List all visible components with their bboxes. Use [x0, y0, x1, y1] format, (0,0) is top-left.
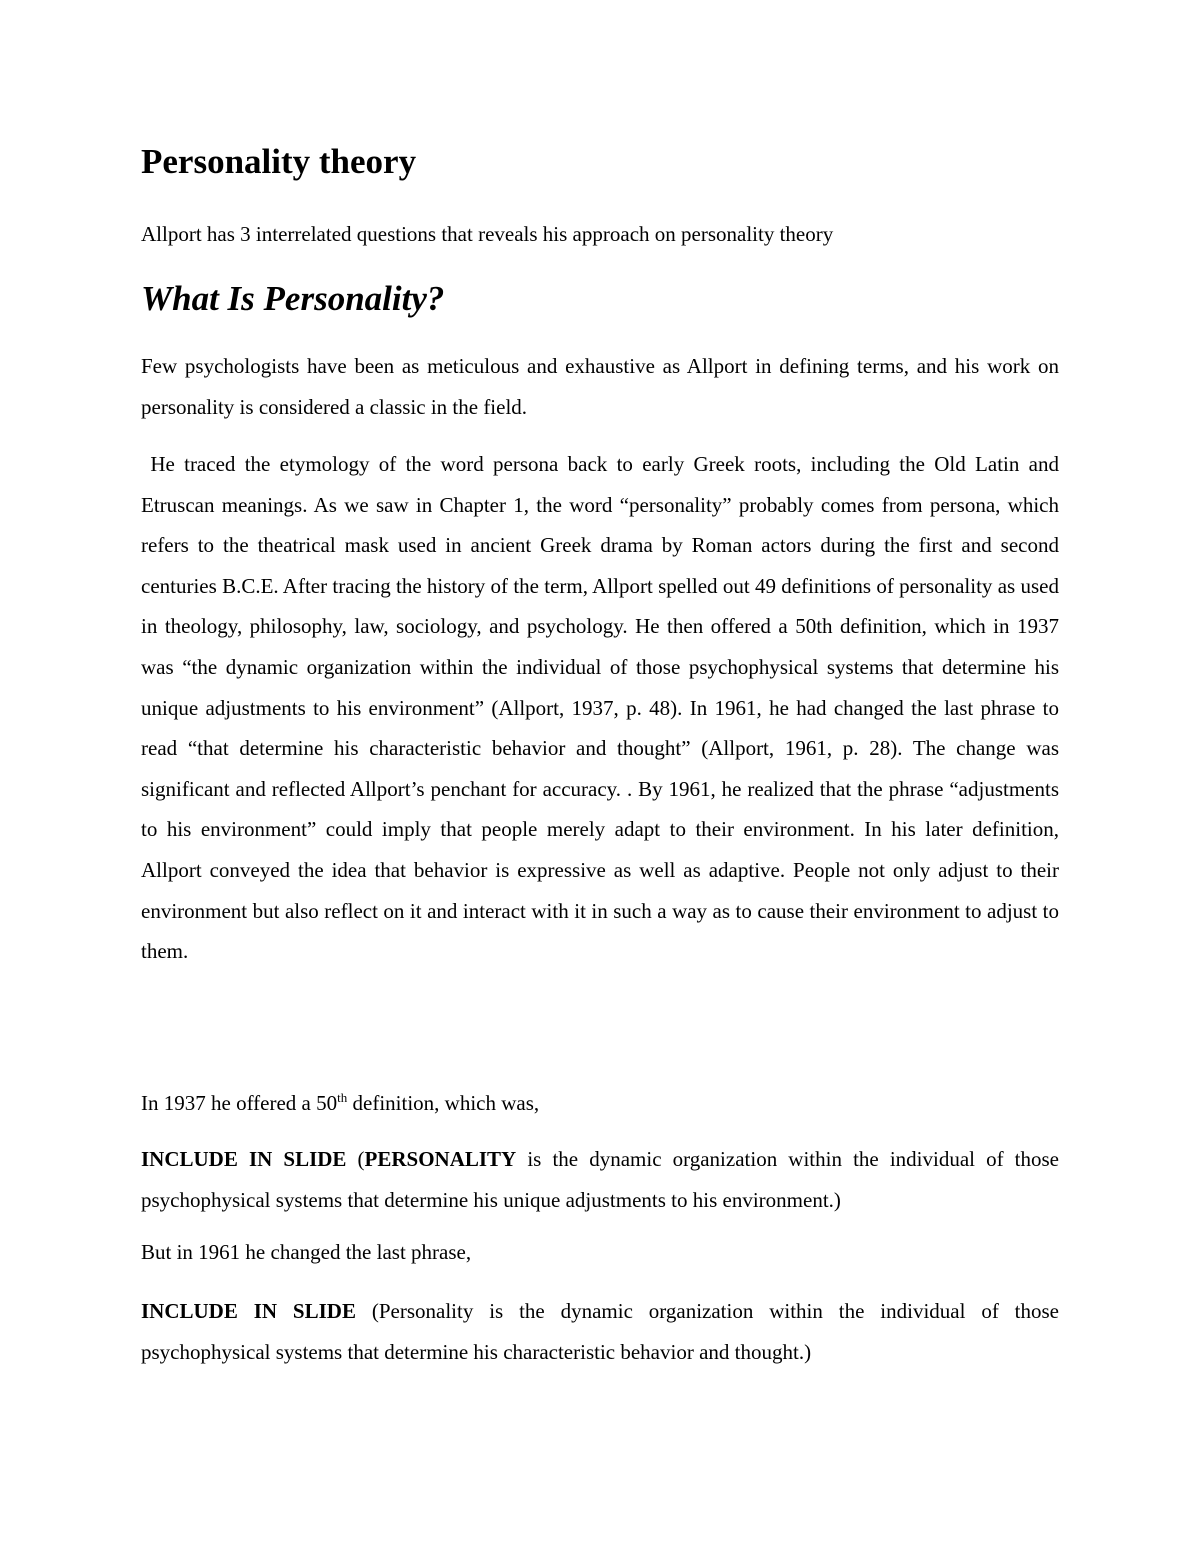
slide-text: (Personality is the dynamic organization within the individual of those psychophysical systems that determine his characteristic behavior and thought.) [141, 1299, 1060, 1364]
slide-keyword: PERSONALITY [364, 1147, 517, 1171]
paragraph-definitions: Few psychologists have been as meticulous and exhaustive as Allport in defining terms, and his work on personality is considered a classic in the field. [141, 354, 1059, 419]
slide-note-1961 [141, 1291, 1059, 1372]
ordinal-superscript: th [337, 1090, 348, 1105]
slide-label: INCLUDE IN SLIDE [141, 1299, 356, 1323]
paragraph-etymology [141, 444, 1059, 972]
line-1937-definition [141, 1087, 539, 1119]
document-title: Personality theory [141, 142, 417, 181]
line-1937-before: In 1937 he offered a 50 [141, 1091, 338, 1115]
paragraph-etymology-text: He traced the etymology of the word persona back to early Greek roots, including the Old Latin and Etruscan meanings. As we saw in Chapter 1, the word “personality” probably comes from persona, which refers to the theatrical mask used in ancient Greek drama by Roman actors during the first and second centuries B.C.E. After tracing the history of the term, Allport spelled out 49 definitions of personality as used in theology, philosophy, law, sociology, and psychology. He then offered a 50th definition, which in 1937 was “the dynamic organization within the individual of those psychophysical systems that determine his unique adjustments to his environment” (Allport, 1937, p. 48). In 1961, he had changed the last phrase to read “that determine his characteristic behavior and thought” (Allport, 1961, p. 28). The change was significant and reflected Allport’s penchant for accuracy. . By 1961, he realized that the phrase “adjustments to his environment” could imply that people merely adapt to their environment. In his later definition, Allport conveyed the idea that behavior is expressive as well as adaptive. People not only adjust to their environment but also reflect on it and interact with it in such a way as to cause their environment to adjust to them. [141, 452, 1060, 964]
line-1937-after: definition, which was, [347, 1091, 540, 1115]
slide-label: INCLUDE IN SLIDE [141, 1147, 347, 1171]
line-1961-change: But in 1961 he changed the last phrase, [141, 1240, 472, 1264]
slide-open-paren: ( [346, 1147, 365, 1171]
slide-text: is the dynamic organization within the individual of those psychophysical systems that determine his unique adjustments to his environment.) [141, 1147, 1060, 1212]
slide-note-1937 [141, 1139, 1059, 1220]
intro-text: Allport has 3 interrelated questions that reveals his approach on personality theory [141, 222, 834, 246]
section-heading: What Is Personality? [141, 279, 445, 318]
